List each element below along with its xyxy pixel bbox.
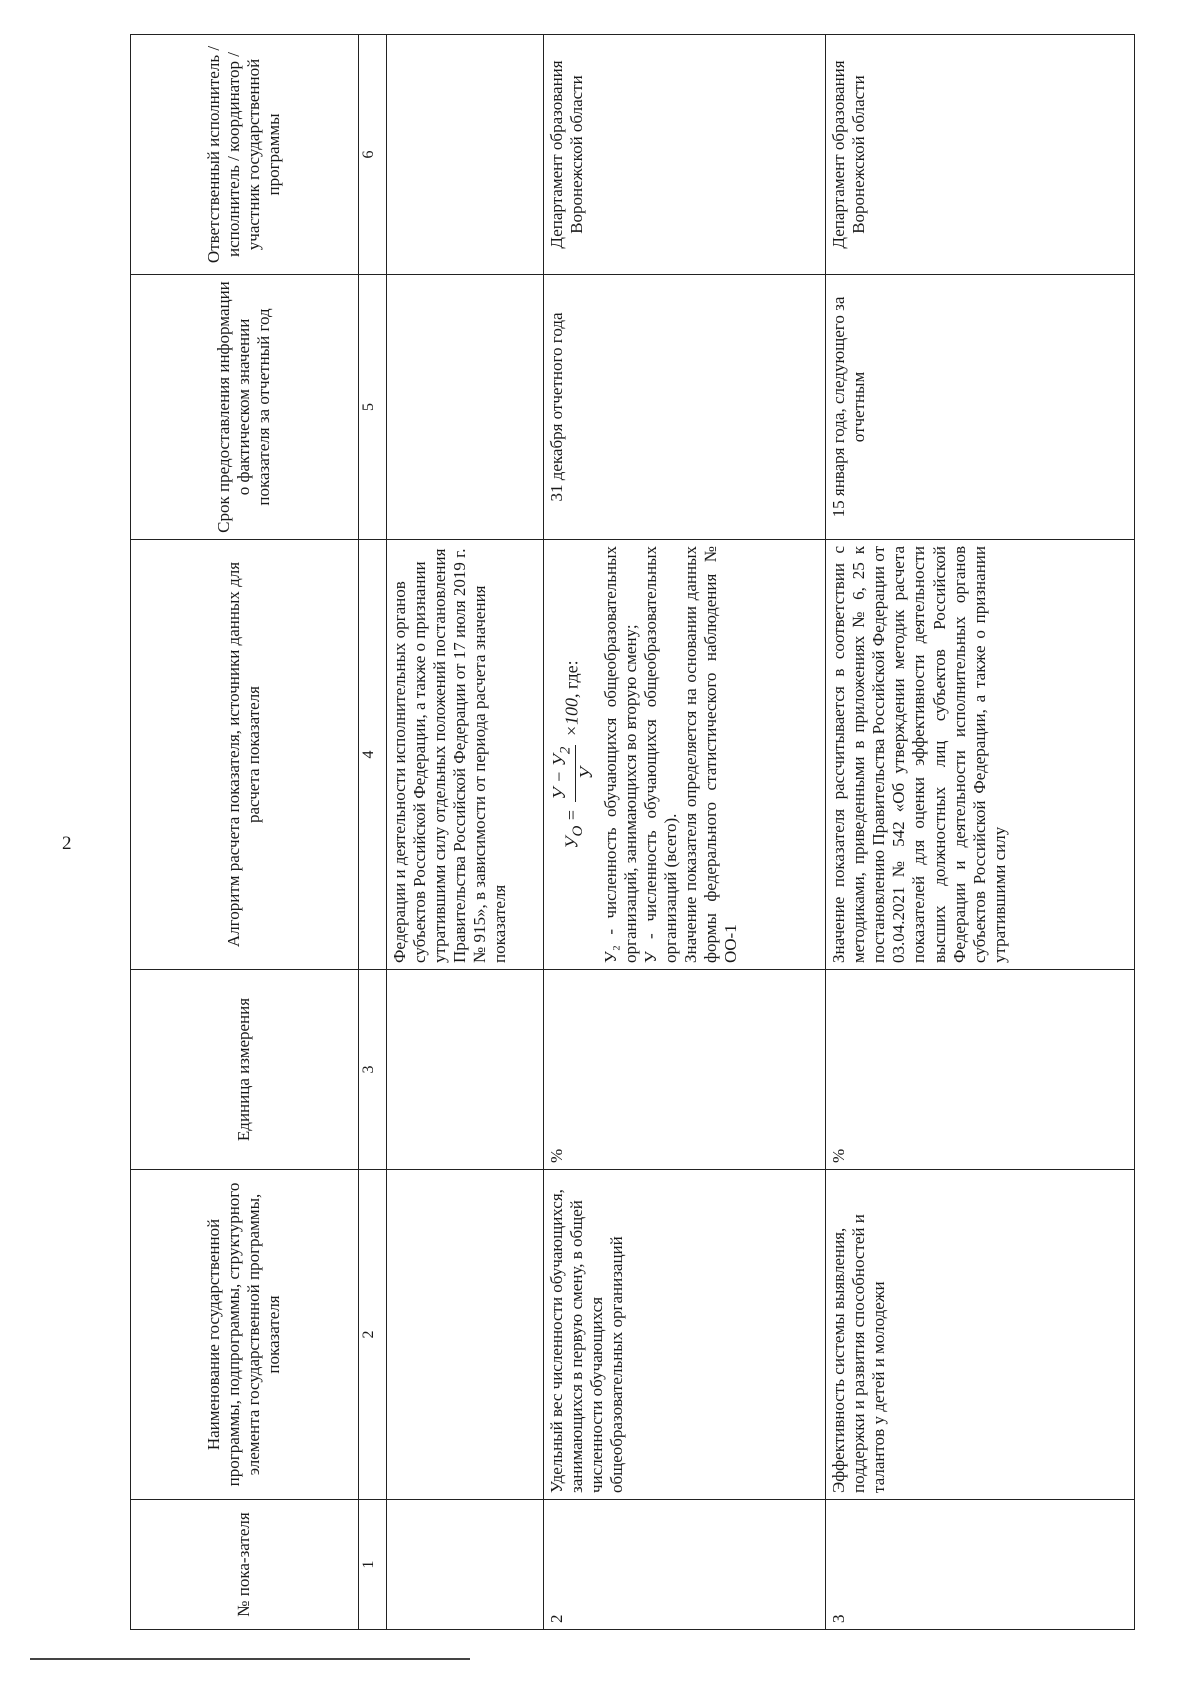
formula: $У_О$ = $У - У_2$ У ×100, где: <box>548 660 596 849</box>
header-name: Наименование государственной программы, подпрограммы, структурного элемента государственной программы, показателя <box>131 1170 359 1500</box>
indicator-algorithm: Значение показателя рассчитывается в соответствии с методиками, приведенными в приложениях № 6, 25 к постановлению Правительства Российской Федерации от 03.04.2021 № 542 «Об утверждении методик расчета показателей для оценки эффективности деятельности высших должностных лиц субъектов Российской Федерации и деятельности исполнительных органов субъектов Российской Федерации, а также о признании утратившими силу <box>826 540 1135 970</box>
formula-where: где: <box>560 660 581 689</box>
column-number: 4 <box>358 540 386 970</box>
footer-rule <box>30 1658 470 1660</box>
table-row-continuation <box>386 35 543 1630</box>
formula-lhs-sub: О <box>569 825 586 837</box>
cell-empty <box>386 970 543 1170</box>
header-executor: Ответственный исполнитель / исполнитель / координатор / участник государственной программы <box>131 35 359 275</box>
indicator-unit: % <box>826 970 1135 1170</box>
numerator-sub: 2 <box>557 746 574 755</box>
page-number: 2 <box>62 833 72 854</box>
cell-empty <box>386 275 543 540</box>
formula-denominator: У <box>575 767 596 780</box>
header-unit: Единица измерения <box>131 970 359 1170</box>
indicator-executor: Департамент образования Воронежской области <box>543 35 826 275</box>
indicators-table <box>130 34 1135 1630</box>
indicator-algorithm <box>543 540 826 970</box>
cell-empty <box>386 1170 543 1500</box>
table-header-row <box>131 35 359 1630</box>
rotated-table-wrapper <box>130 35 1135 1630</box>
formula-lhs: У <box>560 836 581 849</box>
algorithm-continuation: Федерации и деятельности исполнительных органов субъектов Российской Федерации, а также о признании утратившими силу отдельных положений постановления Правительства Российской Федерации от 17 июля 2019 г. № 915», в зависимости от периода расчета значения показателя <box>386 540 543 970</box>
column-number: 5 <box>358 275 386 540</box>
indicator-number: 2 <box>543 1500 826 1630</box>
header-algorithm: Алгоритм расчета показателя, источники данных для расчета показателя <box>131 540 359 970</box>
formula-numerator <box>549 745 576 802</box>
header-number: № пока-зателя <box>131 1500 359 1630</box>
column-number: 6 <box>358 35 386 275</box>
formula-tail: ×100, <box>560 693 581 738</box>
indicator-deadline: 31 декабря отчетного года <box>543 275 826 540</box>
definition-1: У₂ - численность обучающихся общеобразовательных организаций, занимающихся во вторую смену; <box>601 546 641 963</box>
table-row-indicator-3 <box>826 35 1135 1630</box>
column-number: 2 <box>358 1170 386 1500</box>
column-number-row <box>358 35 386 1630</box>
column-number: 3 <box>358 970 386 1170</box>
indicator-unit: % <box>543 970 826 1170</box>
indicator-name: Удельный вес численности обучающихся, занимающихся в первую смену, в общей численности обучающихся общеобразовательных организаций <box>543 1170 826 1500</box>
numerator-text: У − У <box>548 754 569 800</box>
data-source: Значение показателя определяется на основании данных формы федерального статистического наблюдения № ОО-1 <box>681 546 741 963</box>
cell-empty <box>386 1500 543 1630</box>
indicator-number: 3 <box>826 1500 1135 1630</box>
column-number: 1 <box>358 1500 386 1630</box>
formula-fraction <box>549 745 598 802</box>
cell-empty <box>386 35 543 275</box>
indicator-name: Эффективность системы выявления, поддержки и развития способностей и талантов у детей и молодежи <box>826 1170 1135 1500</box>
definition-2: У - численность обучающихся общеобразовательных организаций (всего). <box>641 546 681 963</box>
indicator-executor: Департамент образования Воронежской области <box>826 35 1135 275</box>
indicator-deadline: 15 января года, следующего за отчетным <box>826 275 1135 540</box>
header-deadline: Срок предоставления информации о фактическом значении показателя за отчетный год <box>131 275 359 540</box>
table-row-indicator-2 <box>543 35 826 1630</box>
